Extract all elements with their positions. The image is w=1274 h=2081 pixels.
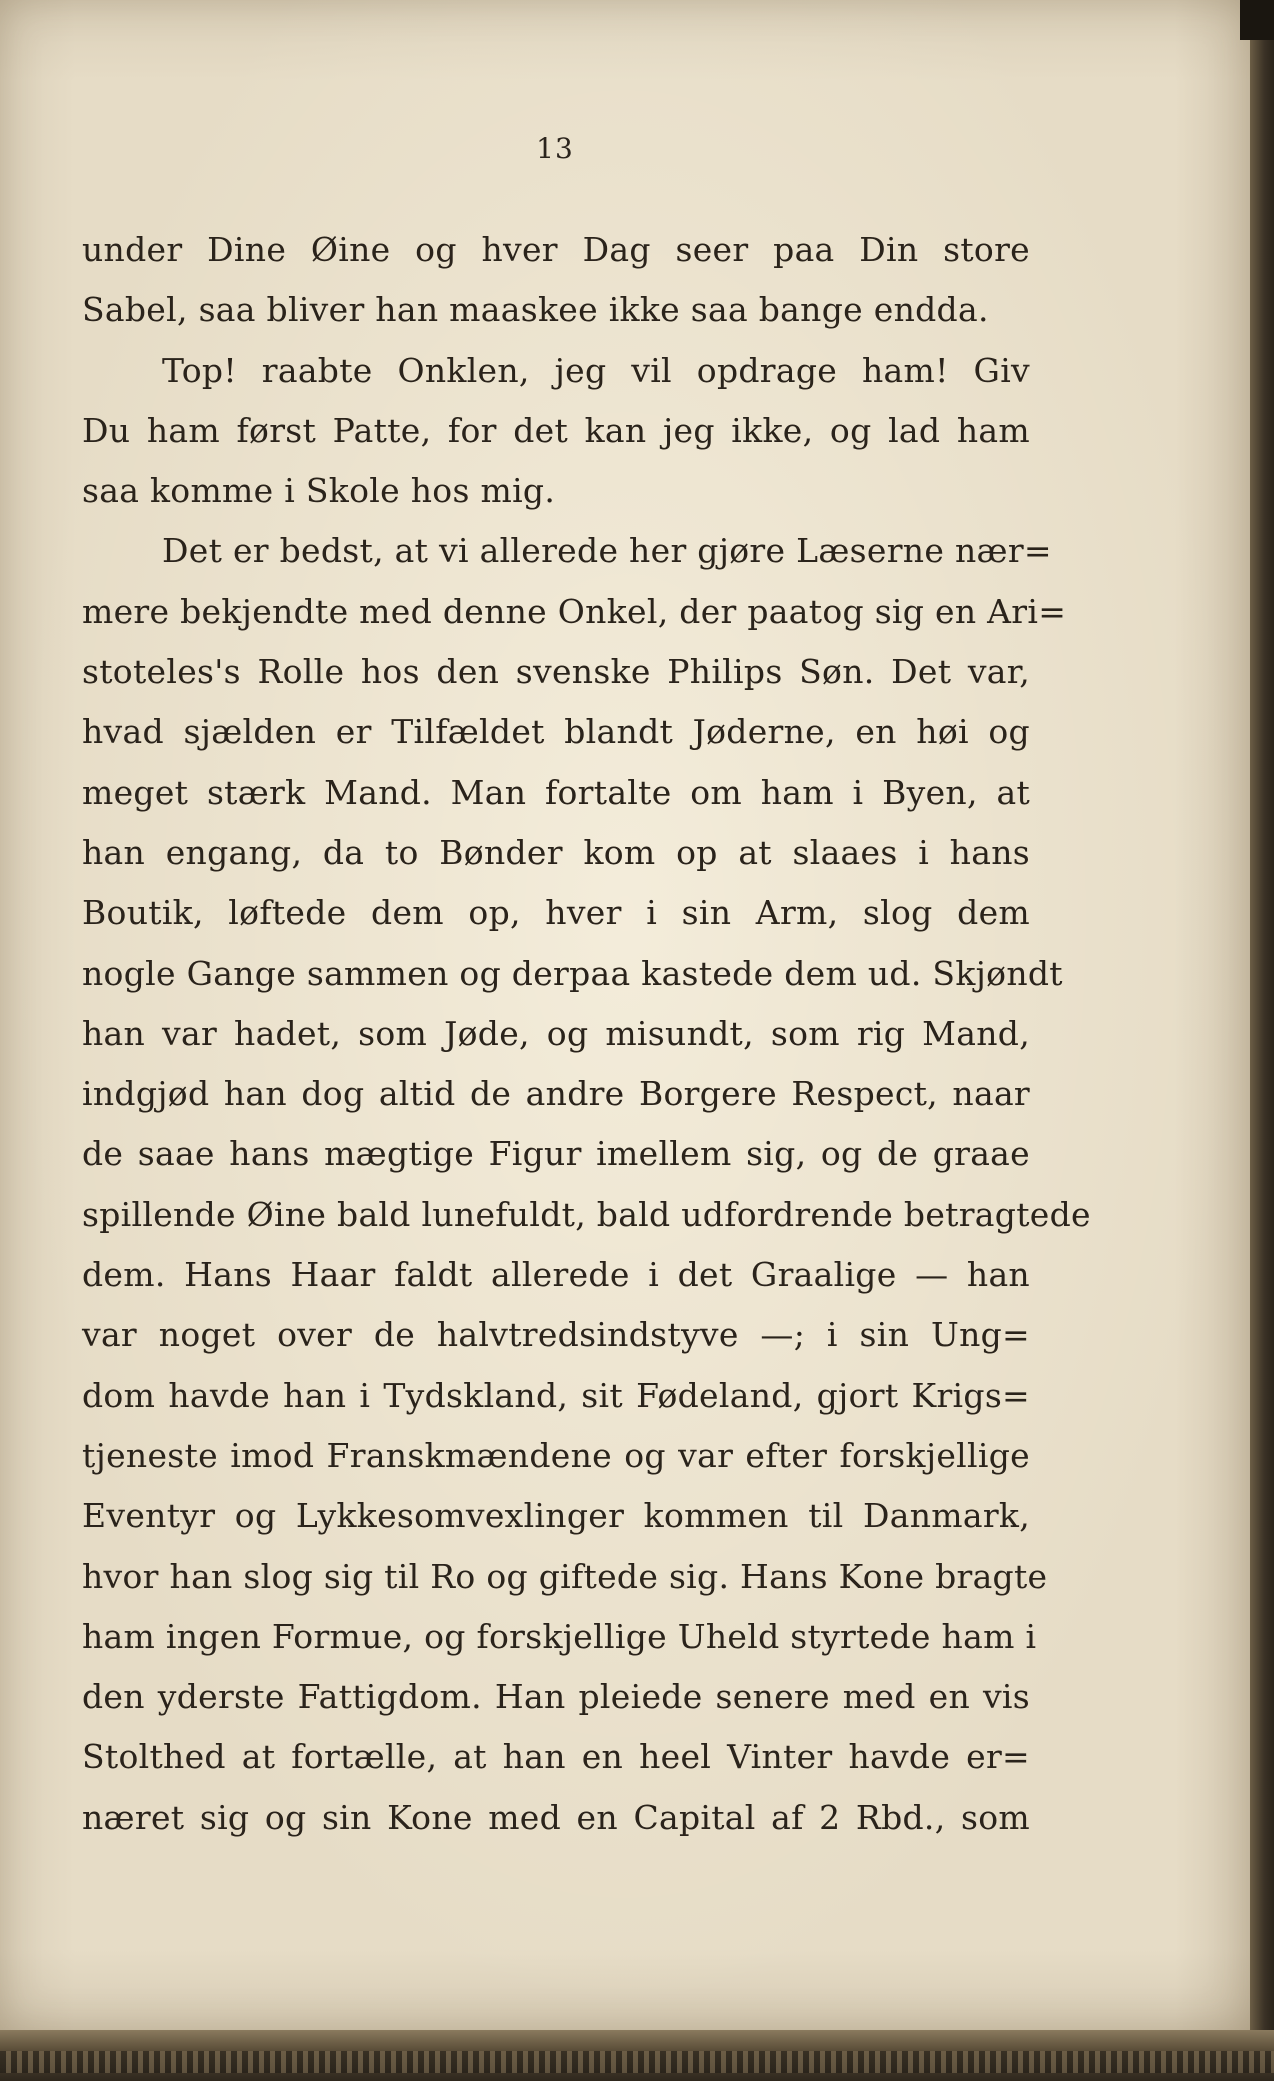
text-line: Boutik, løftede dem op, hver i sin Arm, slog dem	[82, 893, 1030, 933]
text-line: den yderste Fattigdom. Han pleiede senere med en vis	[82, 1677, 1030, 1717]
scan-corner	[1240, 0, 1274, 40]
text-line: hvor han slog sig til Ro og giftede sig. Hans Kone bragte	[82, 1556, 1048, 1596]
text-line: Top! raabte Onklen, jeg vil opdrage ham! Giv	[162, 350, 1030, 390]
text-line: hvad sjælden er Tilfældet blandt Jøderne, en høi og	[82, 712, 1030, 752]
text-line: Sabel, saa bliver han maaskee ikke saa bange endda.	[82, 290, 989, 330]
text-line: han var hadet, som Jøde, og misundt, som rig Mand,	[82, 1013, 1030, 1053]
text-line: næret sig og sin Kone med en Capital af 2 Rbd., som	[82, 1797, 1030, 1837]
page-stack-edge	[0, 2051, 1274, 2073]
text-line: saa komme i Skole hos mig.	[82, 471, 556, 511]
page-number: 13	[536, 132, 574, 165]
text-line: mere bekjendte med denne Onkel, der paatog sig en Ari=	[82, 591, 1067, 631]
text-line: spillende Øine bald lunefuldt, bald udfordrende betragtede	[82, 1194, 1091, 1234]
text-line: dem. Hans Haar faldt allerede i det Graalige — han	[82, 1255, 1030, 1295]
page-edge-right	[1250, 0, 1274, 2081]
page-edge-bottom	[0, 2030, 1274, 2081]
text-line: stoteles's Rolle hos den svenske Philips Søn. Det var,	[82, 652, 1030, 692]
text-line: Stolthed at fortælle, at han en heel Vinter havde er=	[82, 1737, 1030, 1777]
text-line: de saae hans mægtige Figur imellem sig, og de graae	[82, 1134, 1030, 1174]
body-text	[82, 220, 1091, 1848]
text-line: han engang, da to Bønder kom op at slaaes i hans	[82, 832, 1030, 872]
text-line: tjeneste imod Franskmændene og var efter forskjellige	[82, 1435, 1030, 1475]
text-line: ham ingen Formue, og forskjellige Uheld styrtede ham i	[82, 1616, 1037, 1656]
text-line: nogle Gange sammen og derpaa kastede dem ud. Skjøndt	[82, 953, 1063, 993]
text-line: under Dine Øine og hver Dag seer paa Din store	[82, 230, 1030, 269]
text-line: indgjød han dog altid de andre Borgere Respect, naar	[82, 1074, 1030, 1114]
text-line: var noget over de halvtredsindstyve —; i sin Ung=	[82, 1315, 1030, 1355]
text-line: meget stærk Mand. Man fortalte om ham i Byen, at	[82, 772, 1030, 812]
text-line: Eventyr og Lykkesomvexlinger kommen til Danmark,	[82, 1496, 1030, 1536]
text-line: dom havde han i Tydskland, sit Fødeland, gjort Krigs=	[82, 1375, 1030, 1415]
text-line: Det er bedst, at vi allerede her gjøre Læserne nær=	[162, 531, 1052, 571]
text-line: Du ham først Patte, for det kan jeg ikke, og lad ham	[82, 410, 1030, 450]
